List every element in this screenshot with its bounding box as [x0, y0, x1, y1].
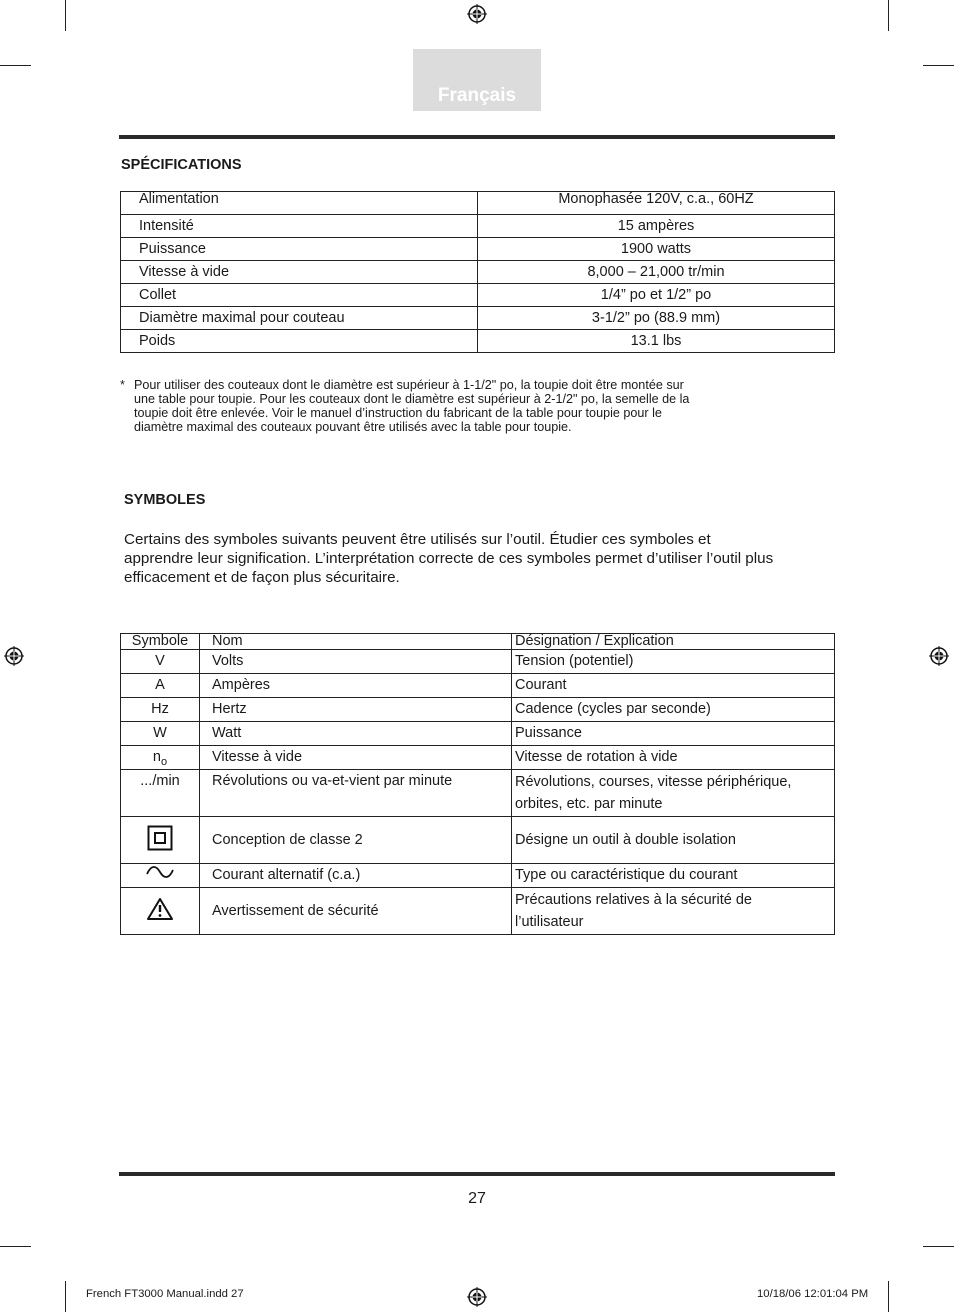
symbol-cell — [121, 817, 200, 864]
footer-timestamp: 10/18/06 12:01:04 PM — [757, 1288, 869, 1300]
table-row — [121, 698, 835, 722]
footnote-line: diamètre maximal des couteaux pouvant être utilisés avec la table pour toupie. — [134, 420, 572, 434]
name-cell: Conception de classe 2 — [200, 817, 512, 864]
table-row — [121, 864, 835, 888]
name-cell: Volts — [200, 650, 512, 674]
crop-mark — [0, 1246, 31, 1247]
crop-mark — [888, 0, 889, 31]
table-row — [121, 192, 835, 215]
table-row — [121, 330, 835, 353]
no-load-speed-subscript: o — [160, 755, 168, 768]
registration-mark-icon — [467, 4, 487, 24]
desc-cell: Révolutions, courses, vitesse périphérique, orbites, etc. par minute — [512, 770, 835, 817]
crop-mark — [923, 1246, 954, 1247]
registration-mark-icon — [929, 646, 949, 666]
name-cell: Ampères — [200, 674, 512, 698]
symbol-cell — [121, 864, 200, 888]
table-row — [121, 238, 835, 261]
specs-table — [120, 191, 835, 353]
specs-heading: SPÉCIFICATIONS — [121, 157, 242, 173]
page-number: 27 — [468, 1190, 486, 1207]
spec-label: Diamètre maximal pour couteau — [121, 307, 478, 330]
name-cell: Courant alternatif (c.a.) — [200, 864, 512, 888]
spec-value: 15 ampères — [478, 215, 835, 238]
symbols-table — [120, 633, 835, 935]
desc-cell: Puissance — [512, 722, 835, 746]
symbol-cell: .../min — [121, 770, 200, 817]
table-header-row — [121, 634, 835, 650]
symbols-intro — [124, 530, 844, 587]
language-tab — [413, 49, 541, 111]
intro-line: apprendre leur signification. L’interprétation correcte de ces symboles permet d’utiliser l’outil plus — [124, 550, 774, 567]
spec-label: Poids — [121, 330, 478, 353]
spec-label: Intensité — [121, 215, 478, 238]
table-row — [121, 650, 835, 674]
header-desc: Désignation / Explication — [512, 634, 835, 650]
spec-value: 1/4” po et 1/2” po — [478, 284, 835, 307]
crop-mark — [888, 1281, 889, 1312]
footnote-marker: * — [120, 378, 125, 392]
footnote-line: Pour utiliser des couteaux dont le diamètre est supérieur à 1-1/2" po, la toupie doit être montée sur — [134, 378, 684, 392]
footer-file: French FT3000 Manual.indd 27 — [86, 1288, 244, 1300]
spec-value: Monophasée 120V, c.a., 60HZ — [478, 192, 835, 215]
footnote — [134, 378, 794, 434]
desc-cell: Vitesse de rotation à vide — [512, 746, 835, 770]
spec-label: Alimentation — [121, 192, 478, 215]
crop-mark — [65, 0, 66, 31]
spec-label: Vitesse à vide — [121, 261, 478, 284]
table-row — [121, 674, 835, 698]
alternating-current-icon — [145, 864, 175, 880]
spec-value: 13.1 lbs — [478, 330, 835, 353]
header-symbol: Symbole — [121, 634, 200, 650]
spec-value: 8,000 – 21,000 tr/min — [478, 261, 835, 284]
desc-cell: Tension (potentiel) — [512, 650, 835, 674]
table-row — [121, 888, 835, 935]
top-rule — [119, 135, 835, 139]
symbol-cell — [121, 746, 200, 770]
desc-cell: Désigne un outil à double isolation — [512, 817, 835, 864]
name-cell: Vitesse à vide — [200, 746, 512, 770]
name-cell: Avertissement de sécurité — [200, 888, 512, 935]
crop-mark — [0, 65, 31, 66]
crop-mark — [65, 1281, 66, 1312]
footnote-line: une table pour toupie. Pour les couteaux dont le diamètre est supérieur à 2-1/2" po, la semelle de la — [134, 392, 690, 406]
desc-cell: Type ou caractéristique du courant — [512, 864, 835, 888]
symbol-cell — [121, 888, 200, 935]
table-row — [121, 261, 835, 284]
table-row — [121, 215, 835, 238]
header-name: Nom — [200, 634, 512, 650]
table-row — [121, 746, 835, 770]
table-row — [121, 722, 835, 746]
desc-cell: Courant — [512, 674, 835, 698]
symbols-heading: SYMBOLES — [124, 492, 206, 508]
no-load-speed-symbol: n — [152, 749, 161, 765]
footnote-line: toupie doit être enlevée. Voir le manuel d’instruction du fabricant de la table pour toupie pour le — [134, 406, 662, 420]
spec-label: Collet — [121, 284, 478, 307]
symbol-cell: Hz — [121, 698, 200, 722]
desc-cell: Cadence (cycles par seconde) — [512, 698, 835, 722]
spec-label: Puissance — [121, 238, 478, 261]
intro-line: efficacement et de façon plus sécuritaire. — [124, 569, 400, 586]
table-row — [121, 817, 835, 864]
symbol-cell: A — [121, 674, 200, 698]
symbol-cell: W — [121, 722, 200, 746]
crop-mark — [923, 65, 954, 66]
warning-triangle-icon — [146, 897, 174, 921]
table-row — [121, 284, 835, 307]
language-tab-label: Français — [437, 85, 517, 106]
table-row — [121, 770, 835, 817]
symbol-cell: V — [121, 650, 200, 674]
registration-mark-icon — [4, 646, 24, 666]
spec-value: 1900 watts — [478, 238, 835, 261]
desc-cell: Précautions relatives à la sécurité de l’utilisateur — [512, 888, 835, 935]
name-cell: Watt — [200, 722, 512, 746]
bottom-rule — [119, 1172, 835, 1176]
table-row — [121, 307, 835, 330]
name-cell: Hertz — [200, 698, 512, 722]
registration-mark-icon — [467, 1287, 487, 1307]
spec-value: 3-1/2” po (88.9 mm) — [478, 307, 835, 330]
intro-line: Certains des symboles suivants peuvent être utilisés sur l’outil. Étudier ces symboles et — [124, 531, 711, 548]
name-cell: Révolutions ou va-et-vient par minute — [200, 770, 512, 817]
class-2-double-square-icon — [147, 825, 173, 851]
